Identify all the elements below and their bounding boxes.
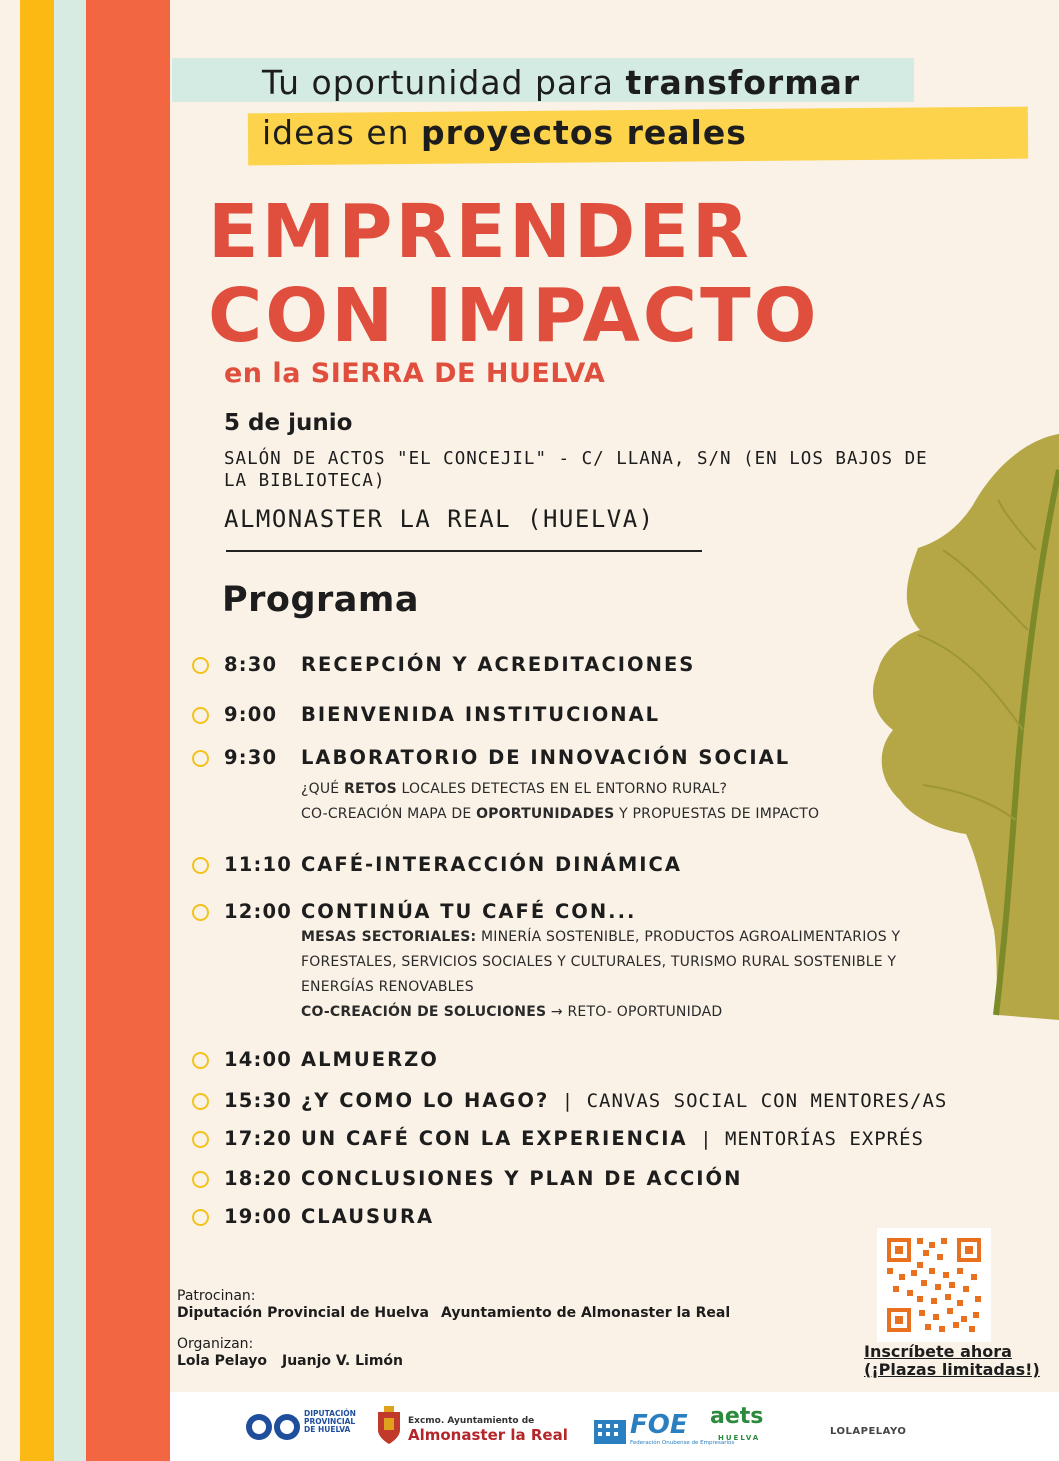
aets-logo-subtitle: HUELVA <box>718 1434 761 1442</box>
circle-bullet-icon <box>192 1131 209 1148</box>
signup-link[interactable]: Inscríbete ahora <box>864 1342 1012 1361</box>
circle-bullet-icon <box>192 904 209 921</box>
circle-bullet-icon <box>192 857 209 874</box>
event-date: 5 de junio <box>224 410 353 436</box>
almonaster-crest-icon <box>376 1406 402 1446</box>
circle-bullet-icon <box>192 1093 209 1110</box>
divider <box>226 550 702 552</box>
ayuntamiento-logo-small: Excmo. Ayuntamiento de <box>408 1416 535 1426</box>
program-detail: ¿QUÉ RETOS LOCALES DETECTAS EN EL ENTORNO RURAL? <box>301 781 728 797</box>
program-label: BIENVENIDA INSTITUCIONAL <box>301 703 661 726</box>
program-label: ¿Y COMO LO HAGO? | CANVAS SOCIAL CON MENTORES/AS <box>301 1089 948 1112</box>
foe-logo-subtitle: Federación Onubense de Empresarios <box>630 1440 735 1446</box>
circle-bullet-icon <box>192 1052 209 1069</box>
foe-building-icon <box>592 1414 628 1446</box>
circle-bullet-icon <box>192 657 209 674</box>
diputacion-logo-text: DIPUTACIÓN PROVINCIAL DE HUELVA <box>304 1409 356 1434</box>
qr-code-icon[interactable] <box>877 1228 991 1342</box>
sponsors-label: Patrocinan: <box>177 1288 256 1304</box>
organizer-name: Lola Pelayo <box>177 1353 267 1369</box>
program-label: CLAUSURA <box>301 1205 435 1228</box>
diputacion-shield-icon <box>244 1406 302 1448</box>
event-title-line-1: EMPRENDER <box>208 189 752 275</box>
program-label: RECEPCIÓN Y ACREDITACIONES <box>301 653 696 676</box>
orange-stripe <box>86 0 170 1461</box>
program-time: 18:20 <box>224 1167 293 1190</box>
program-label: CONCLUSIONES Y PLAN DE ACCIÓN <box>301 1167 743 1190</box>
program-detail: CO-CREACIÓN MAPA DE OPORTUNIDADES Y PROPUESTAS DE IMPACTO <box>301 806 820 822</box>
circle-bullet-icon <box>192 1209 209 1226</box>
aets-logo: aets <box>710 1404 764 1429</box>
program-time: 17:20 <box>224 1127 293 1150</box>
program-detail: FORESTALES, SERVICIOS SOCIALES Y CULTURALES, TURISMO RURAL SOSTENIBLE Y <box>301 954 897 970</box>
program-label: CAFÉ-INTERACCIÓN DINÁMICA <box>301 853 682 876</box>
organizer-name: Juanjo V. Limón <box>282 1353 403 1369</box>
ayuntamiento-logo-name: Almonaster la Real <box>408 1426 568 1444</box>
program-time: 14:00 <box>224 1048 293 1071</box>
circle-bullet-icon <box>192 750 209 767</box>
organizers-label: Organizan: <box>177 1336 254 1352</box>
program-time: 15:30 <box>224 1089 293 1112</box>
program-detail: MESAS SECTORIALES: MINERÍA SOSTENIBLE, PRODUCTOS AGROALIMENTARIOS Y <box>301 929 901 945</box>
signup-note[interactable]: (¡Plazas limitadas!) <box>864 1360 1040 1379</box>
program-time: 12:00 <box>224 900 293 923</box>
program-time: 8:30 <box>224 653 278 676</box>
program-label: CONTINÚA TU CAFÉ CON... <box>301 900 637 923</box>
lola-pelayo-logo: LOLAPELAYO <box>830 1426 907 1437</box>
program-label: ALMUERZO <box>301 1048 439 1071</box>
yellow-stripe <box>20 0 54 1461</box>
program-time: 19:00 <box>224 1205 293 1228</box>
program-time: 9:30 <box>224 746 278 769</box>
event-title-line-2: CON IMPACTO <box>208 273 820 359</box>
program-label: LABORATORIO DE INNOVACIÓN SOCIAL <box>301 746 791 769</box>
program-label: UN CAFÉ CON LA EXPERIENCIA | MENTORÍAS EXPRÉS <box>301 1127 924 1150</box>
circle-bullet-icon <box>192 1171 209 1188</box>
program-heading: Programa <box>222 580 419 620</box>
program-detail: CO-CREACIÓN DE SOLUCIONES → RETO- OPORTUNIDAD <box>301 1004 723 1020</box>
program-detail: ENERGÍAS RENOVABLES <box>301 979 474 995</box>
tagline-line-2: ideas en proyectos reales <box>262 113 747 152</box>
program-time: 11:10 <box>224 853 293 876</box>
circle-bullet-icon <box>192 707 209 724</box>
sponsor-name: Diputación Provincial de Huelva <box>177 1305 429 1321</box>
mint-stripe <box>54 0 86 1461</box>
tagline-line-1: Tu oportunidad para transformar <box>262 63 861 102</box>
event-subtitle: en la SIERRA DE HUELVA <box>224 358 606 389</box>
event-venue: SALÓN DE ACTOS "EL CONCEJIL" - C/ LLANA, S/N (EN LOS BAJOS DE LA BIBLIOTECA) <box>224 449 928 491</box>
foe-logo: FOE <box>630 1410 688 1440</box>
sponsor-name: Ayuntamiento de Almonaster la Real <box>441 1305 731 1321</box>
footer-logos-bar <box>170 1392 1059 1461</box>
program-time: 9:00 <box>224 703 278 726</box>
event-town: ALMONASTER LA REAL (HUELVA) <box>224 505 655 533</box>
